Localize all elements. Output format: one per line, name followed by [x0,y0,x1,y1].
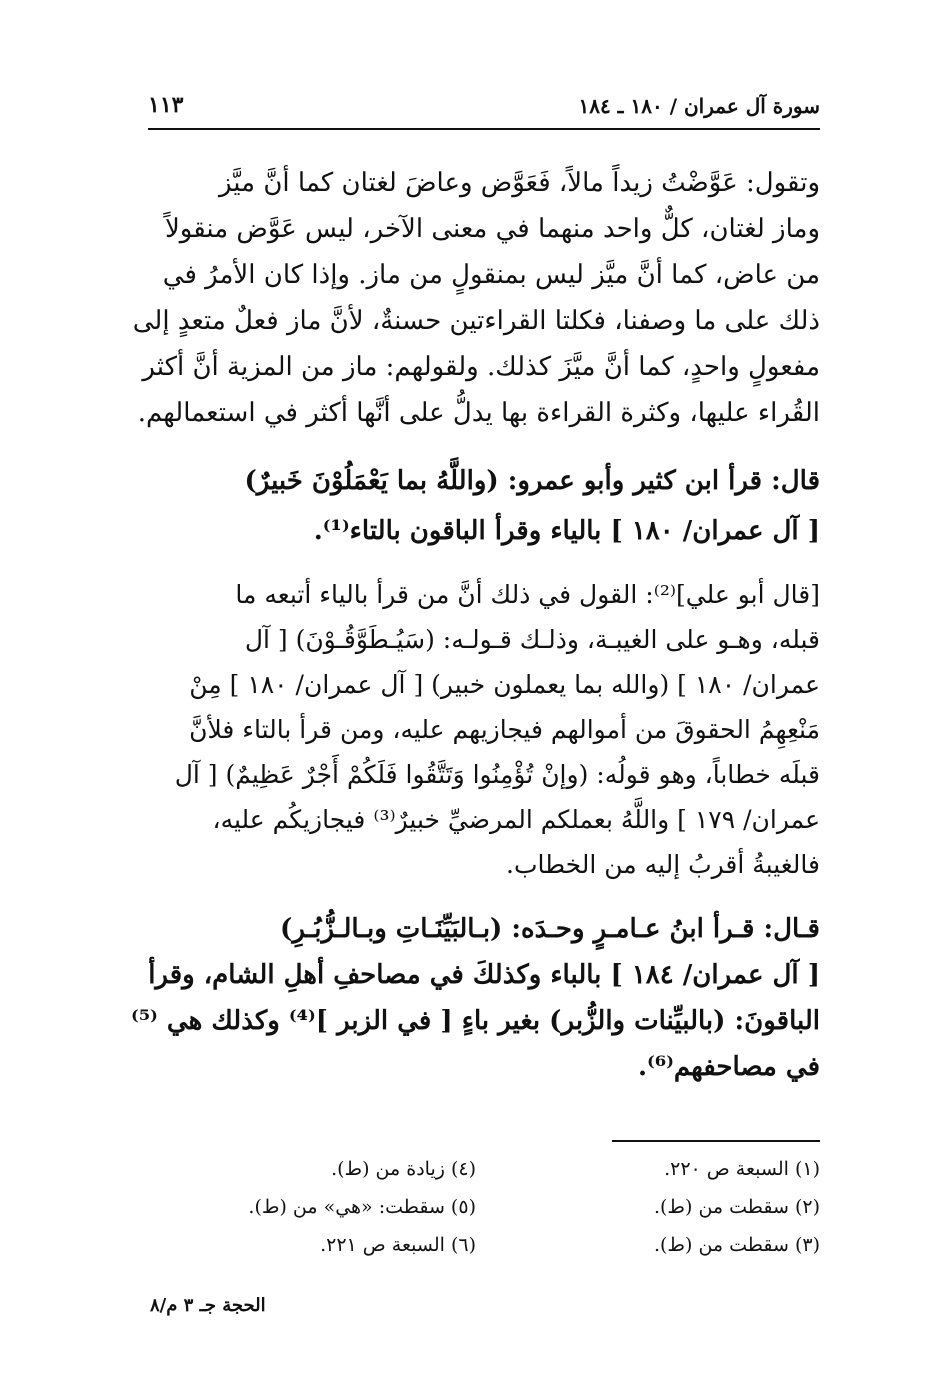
text-line: [ آل عمران/ ١٨٠ ] بالياء وقرأ الباقون بالتاء⁽¹⁾. [313,516,820,546]
text-line: عمران/ ١٧٩ ] واللَّهُ بعملكم المرضيِّ خبيرٌ⁽³⁾ فيجازيكُم عليه، [212,805,820,834]
footnote-4: (٤) زيادة من (ط). [331,1158,476,1180]
footnote-1: (١) السبعة ص ٢٢٠. [664,1158,820,1180]
text-line: فالغيبةُ أقربُ إليه من الخطاب. [506,850,820,879]
footnote-3: (٣) سقطت من (ط). [653,1234,820,1256]
paragraph-4-reading [131,906,820,1090]
running-header [148,88,820,130]
text-line: قبله، وهـو على الغيبـة، وذلـك قـولـه: (سَيُـطَوَّقُـوْنَ) [ آل [244,625,820,654]
footnote-5: (٥) سقطت: «هي» من (ط). [248,1196,476,1218]
text-line: من عاض، كما أنَّ ميَّز ليس بمنقولٍ من ماز. وإذا كان الأمرُ في [162,260,820,290]
signature-mark: الحجة جـ ٣ م/٨ [150,1295,266,1316]
text-line: الباقونَ: (بالبيِّنات والزُّبر) بغير باءٍ [ في الزبر ]⁽⁴⁾ وكذلك هي ⁽⁵⁾ [131,1006,820,1036]
text-line: القُراء عليها، وكثرة القراءة بها يدلُّ على أنَّها أكثر في استعمالهم. [137,398,820,428]
text-line: قال: قرأ ابن كثير وأبو عمرو: (واللَّهُ بما يَعْمَلُوْنَ خَبيرٌ) [244,466,820,496]
text-line: مَنْعِهِمُ الحقوقَ من أموالهم فيجازيهم عليه، ومن قرأ بالتاء فلأنَّ [189,715,820,744]
paragraph-3 [148,572,820,887]
footnote-6: (٦) السبعة ص ٢٢١. [320,1234,476,1256]
footnote-divider [612,1140,820,1142]
text-line: ذلك على ما وصفنا، فكلتا القراءتين حسنةٌ، لأنَّ ماز فعلٌ متعدٍ إلى [132,306,820,336]
paragraph-1 [132,160,820,436]
footnotes-column-right [484,1150,820,1264]
text-line: عمران/ ١٨٠ ] (والله بما يعملون خبير) [ آل عمران/ ١٨٠ ] مِنْ [189,670,820,699]
text-line: [ آل عمران/ ١٨٤ ] بالباء وكذلكَ في مصاحفِ أهلِ الشام، وقرأ [148,960,820,990]
footnotes-column-left [140,1150,476,1264]
header-title: سورة آل عمران / ١٨٠ ـ ١٨٤ [578,94,820,118]
text-line: قـال: قـرأ ابنُ عـامـرٍ وحـدَه: (بـالبَيِّنَـاتِ وبـالـزُّبُـرِ) [280,914,820,944]
footnote-2: (٢) سقطت من (ط). [653,1196,820,1218]
text-line: مفعولٍ واحدٍ، كما أنَّ ميَّزَ كذلك. ولقولهم: ماز من المزية أنَّ أكثر [142,352,820,382]
text-line: في مصاحفهم⁽⁶⁾. [638,1052,820,1082]
page-number: ١١٣ [148,92,184,118]
text-line: [قال أبو علي]⁽²⁾: القول في ذلك أنَّ من قرأ بالياء أتبعه ما [235,580,820,609]
text-line: وماز لغتان، كلٌّ واحد منهما في معنى الآخر، ليس عَوَّض منقولاً [164,214,820,244]
text-line: قبلَه خطاباً، وهو قولُه: (وإنْ تُؤْمِنُوا وَتَتَّقُوا فَلَكُمْ أَجْرٌ عَظِيمٌ) [ آل [174,760,820,789]
text-line: وتقول: عَوَّضْتُ زيداً مالاً، فَعَوَّض وعاضَ لغتان كما أنَّ ميَّز [218,168,820,198]
paragraph-2-reading [148,456,820,556]
